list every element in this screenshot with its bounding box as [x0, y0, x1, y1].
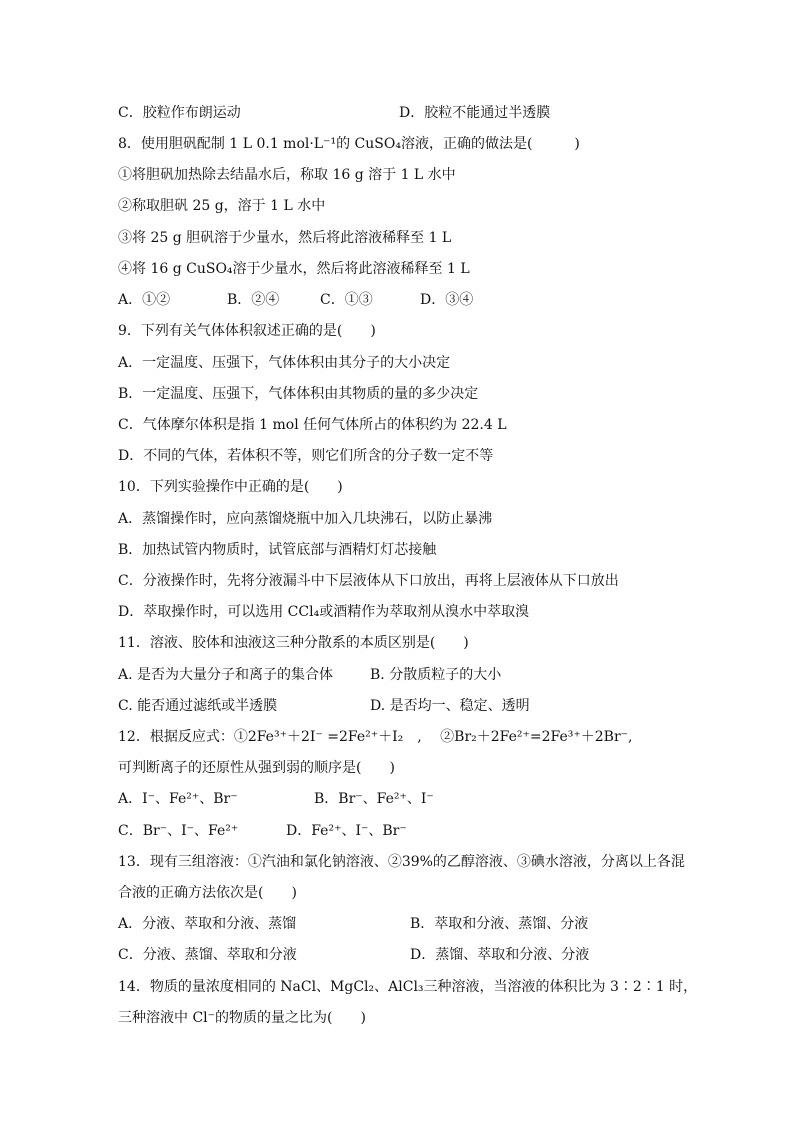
q8-option-b: B．②④: [227, 292, 280, 308]
q11-option-b: B. 分散质粒子的大小: [370, 667, 502, 683]
q13-option-b: B．萃取和分液、蒸馏、分液: [410, 916, 589, 932]
q13-options-row-1: [118, 915, 588, 933]
q12-option-a: A．I⁻、Fe²⁺、Br⁻: [118, 791, 238, 807]
q12-options-row-1: [118, 790, 434, 808]
q8-options-row: [118, 291, 473, 309]
q9-option-a: A．一定温度、压强下，气体体积由其分子的大小决定: [118, 355, 451, 371]
q8-stem: 8．使用胆矾配制 1 L 0.1 mol·L⁻¹的 CuSO₄溶液，正确的做法是( ): [118, 136, 580, 152]
q13-stem: 13．现有三组溶液：①汽油和氯化钠溶液、②39%的乙醇溶液、③碘水溶液，分离以上各混: [118, 854, 685, 870]
q12-stem-continued: 可判断离子的还原性从强到弱的顺序是( ): [118, 760, 395, 776]
q12-stem: 12．根据反应式：①2Fe³⁺＋2I⁻ =2Fe²⁺＋I₂ , ②Br₂＋2Fe²⁺=2Fe³⁺＋2Br⁻,: [118, 729, 633, 745]
q7-option-d: D．胶粒不能通过半透膜: [399, 105, 551, 121]
q10-option-c: C．分液操作时，先将分液漏斗中下层液体从下口放出，再将上层液体从下口放出: [118, 573, 619, 589]
q8-statement-2: ②称取胆矾 25 g，溶于 1 L 水中: [118, 198, 326, 214]
q12-options-row-2: [118, 822, 407, 840]
q8-statement-3: ③将 25 g 胆矾溶于少量水，然后将此溶液稀释至 1 L: [118, 230, 452, 246]
q8-option-d: D．③④: [420, 292, 474, 308]
q11-option-d: D. 是否均一、稳定、透明: [370, 698, 530, 714]
q10-option-d: D．萃取操作时，可以选用 CCl₄或酒精作为萃取剂从溴水中萃取溴: [118, 604, 530, 620]
q9-stem: 9．下列有关气体体积叙述正确的是( ): [118, 323, 376, 339]
q9-option-c: C．气体摩尔体积是指 1 mol 任何气体所占的体积约为 22.4 L: [118, 417, 507, 433]
q12-option-d: D．Fe²⁺、I⁻、Br⁻: [286, 823, 407, 839]
q9-option-d: D．不同的气体，若体积不等，则它们所含的分子数一定不等: [118, 448, 494, 464]
q8-statement-1: ①将胆矾加热除去结晶水后，称取 16 g 溶于 1 L 水中: [118, 167, 456, 183]
q12-option-b: B．Br⁻、Fe²⁺、I⁻: [314, 791, 434, 807]
q11-options-row-2: [118, 697, 530, 715]
q14-stem-continued: 三种溶液中 Cl⁻的物质的量之比为( ): [118, 1010, 366, 1026]
q12-option-c: C．Br⁻、I⁻、Fe²⁺: [118, 823, 239, 839]
q10-stem: 10．下列实验操作中正确的是( ): [118, 479, 343, 495]
q13-options-row-2: [118, 946, 589, 964]
q8-option-a: A．①②: [118, 292, 171, 308]
q9-option-b: B．一定温度、压强下，气体体积由其物质的量的多少决定: [118, 386, 479, 402]
q8-statement-4: ④将 16 g CuSO₄溶于少量水，然后将此溶液稀释至 1 L: [118, 261, 470, 277]
q13-option-c: C．分液、蒸馏、萃取和分液: [118, 947, 297, 963]
q11-stem: 11．溶液、胶体和浊液这三种分散系的本质区别是( ): [118, 635, 469, 651]
q11-options-row-1: [118, 666, 501, 684]
q13-stem-continued: 合液的正确方法依次是( ): [118, 885, 297, 901]
q11-option-a: A. 是否为大量分子和离子的集合体: [118, 667, 334, 683]
q7-option-c: C．胶粒作布朗运动: [118, 105, 241, 121]
q8-option-c: C．①③: [320, 292, 373, 308]
q13-option-a: A．分液、萃取和分液、蒸馏: [118, 916, 297, 932]
q13-option-d: D．蒸馏、萃取和分液、分液: [410, 947, 590, 963]
q10-option-b: B．加热试管内物质时，试管底部与酒精灯灯芯接触: [118, 542, 437, 558]
q7-options-row: [118, 104, 550, 122]
q11-option-c: C. 能否通过滤纸或半透膜: [118, 698, 278, 714]
q14-stem: 14．物质的量浓度相同的 NaCl、MgCl₂、AlCl₃三种溶液，当溶液的体积比为 3∶2∶1 时，: [118, 979, 698, 995]
q10-option-a: A．蒸馏操作时，应向蒸馏烧瓶中加入几块沸石，以防止暴沸: [118, 511, 493, 527]
